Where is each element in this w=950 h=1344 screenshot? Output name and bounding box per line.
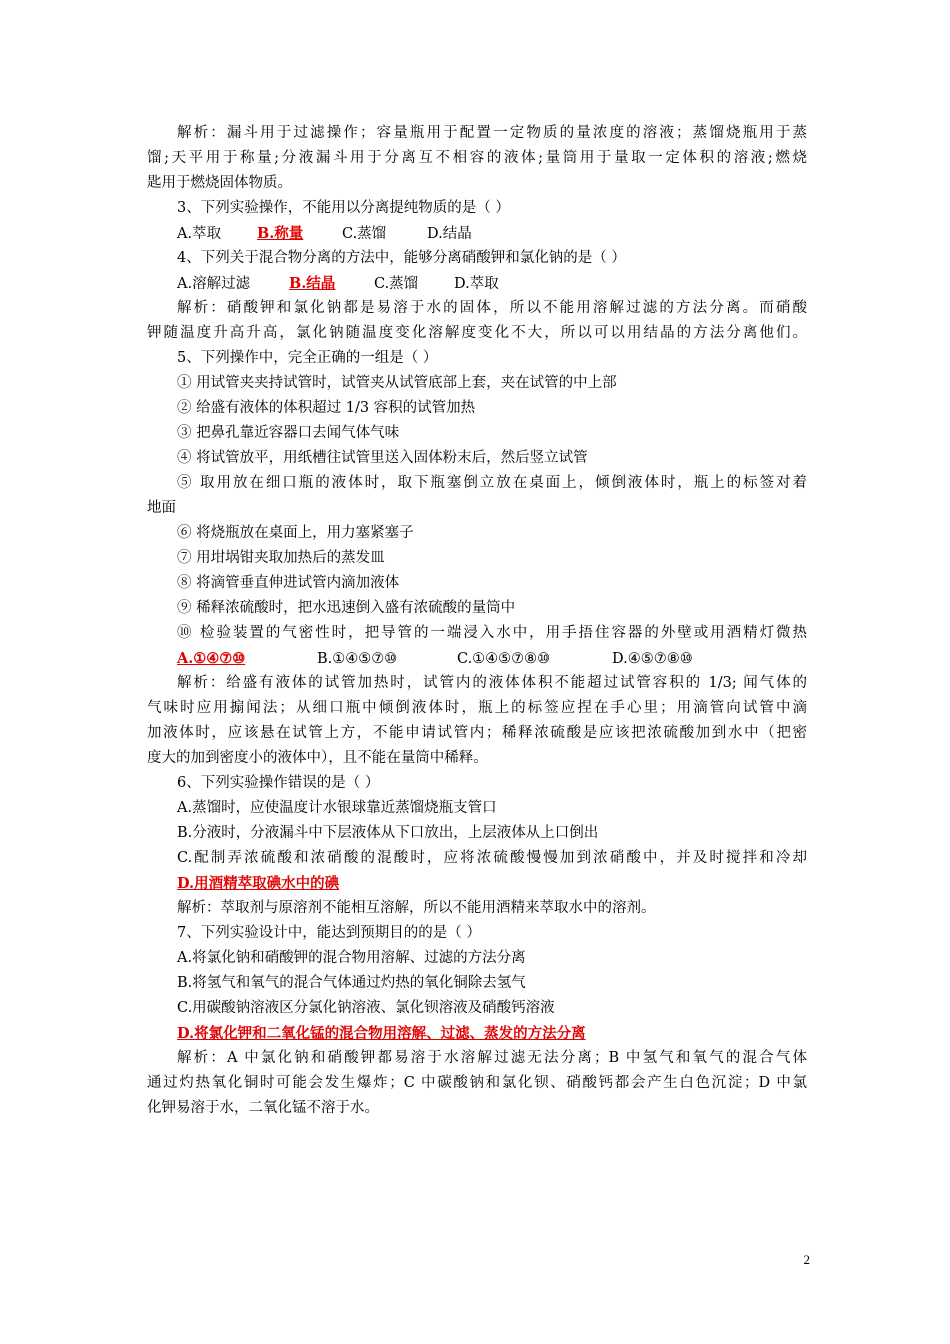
explanation-7-line-1: 解析：A 中氯化钠和硝酸钾都易溶于水溶解过滤无法分离；B 中氢气和氧气的混合气体 [177, 1050, 807, 1066]
statement-2: ② 给盛有液体的体积超过 1/3 容积的试管加热 [177, 400, 476, 416]
question-3-options [147, 221, 807, 246]
question-4: 4、下列关于混合物分离的方法中，能够分离硝酸钾和氯化钠的是（ ） [177, 250, 626, 266]
answer-text: D.将氯化钾和二氧化锰的混合物用溶解、过滤、蒸发的方法分离 [177, 1025, 586, 1042]
statement-8: ⑧ 将滴管垂直伸进试管内滴加液体 [177, 575, 400, 591]
question-7-option-a: A.将氯化钠和硝酸钾的混合物用溶解、过滤的方法分离 [177, 950, 526, 966]
question-6-option-b: B.分液时，分液漏斗中下层液体从下口放出，上层液体从上口倒出 [177, 825, 599, 841]
explanation-5-line-2: 气味时应用搧闻法；从细口瓶中倾倒液体时，瓶上的标签应捏在手心里；用滴管向试管中滴 [147, 700, 807, 716]
question-6-option-a: A.蒸馏时，应使温度计水银球靠近蒸馏烧瓶支管口 [177, 800, 497, 816]
question-7: 7、下列实验设计中，能达到预期目的的是（ ） [177, 925, 481, 941]
document-body [147, 121, 807, 1121]
option-c: C.蒸馏 [342, 226, 387, 242]
option-d: D.结晶 [427, 226, 472, 242]
option-d: D.④⑤⑦⑧⑩ [612, 651, 693, 667]
question-5-options [147, 646, 807, 671]
explanation-2-line-3: 匙用于燃烧固体物质。 [147, 175, 292, 191]
explanation-5-line-3: 加液体时，应该悬在试管上方，不能申请试管内；稀释浓硫酸是应该把浓硫酸加到水中（把密 [147, 725, 807, 741]
explanation-2-line-2: 馏;天平用于称量;分液漏斗用于分离互不相容的液体;量筒用于量取一定体积的溶液;燃烧 [147, 150, 807, 166]
answer-option-b: B.称量 [257, 225, 304, 242]
question-7-option-b: B.将氢气和氧气的混合气体通过灼热的氧化铜除去氢气 [177, 975, 526, 991]
explanation-5-line-4: 度大的加到密度小的液体中），且不能在量筒中稀释。 [147, 750, 488, 766]
statement-5-line-2: 地面 [147, 500, 176, 516]
statement-6: ⑥ 将烧瓶放在桌面上，用力塞紧塞子 [177, 525, 414, 541]
option-d: D.萃取 [454, 276, 499, 292]
explanation-2-line-1: 解析：漏斗用于过滤操作；容量瓶用于配置一定物质的量浓度的溶液；蒸馏烧瓶用于蒸 [177, 125, 807, 141]
option-b: B.①④⑤⑦⑩ [317, 651, 398, 667]
question-6-option-c: C.配制弄浓硫酸和浓硝酸的混酸时，应将浓硫酸慢慢加到浓硝酸中，并及时搅拌和冷却 [177, 850, 807, 866]
option-a: A.萃取 [177, 226, 222, 242]
statement-9: ⑨ 稀释浓硫酸时，把水迅速倒入盛有浓硫酸的量筒中 [177, 600, 516, 616]
option-a: A.溶解过滤 [177, 276, 251, 292]
question-7-answer-option-d [147, 1021, 807, 1046]
statement-1: ① 用试管夹夹持试管时，试管夹从试管底部上套，夹在试管的中上部 [177, 375, 617, 391]
question-7-option-c: C.用碳酸钠溶液区分氯化钠溶液、氯化钡溶液及硝酸钙溶液 [177, 1000, 555, 1016]
explanation-6: 解析：萃取剂与原溶剂不能相互溶解，所以不能用酒精来萃取水中的溶剂。 [177, 900, 656, 916]
explanation-7-line-2: 通过灼热氧化铜时可能会发生爆炸；C 中碳酸钠和氯化钡、硝酸钙都会产生白色沉淀；D 中氯 [147, 1075, 807, 1091]
statement-7: ⑦ 用坩埚钳夹取加热后的蒸发皿 [177, 550, 385, 566]
page-number: 2 [803, 1252, 810, 1267]
answer-option-b: B.结晶 [289, 275, 336, 292]
explanation-4-line-1: 解析：硝酸钾和氯化钠都是易溶于水的固体，所以不能用溶解过滤的方法分离。而硝酸 [177, 300, 807, 316]
question-3: 3、下列实验操作，不能用以分离提纯物质的是（ ） [177, 200, 510, 216]
option-c: C.①④⑤⑦⑧⑩ [457, 651, 551, 667]
statement-10: ⑩ 检验装置的气密性时，把导管的一端浸入水中，用手捂住容器的外壁或用酒精灯微热 [177, 625, 807, 641]
explanation-7-line-3: 化钾易溶于水，二氧化锰不溶于水。 [147, 1100, 379, 1116]
explanation-4-line-2: 钾随温度升高升高，氯化钠随温度变化溶解度变化不大，所以可以用结晶的方法分离他们。 [147, 325, 807, 341]
question-5: 5、下列操作中，完全正确的一组是（ ） [177, 350, 438, 366]
explanation-5-line-1: 解析：给盛有液体的试管加热时，试管内的液体体积不能超过试管容积的 1/3; 闻气体的 [177, 675, 807, 691]
statement-4: ④ 将试管放平，用纸槽往试管里送入固体粉末后，然后竖立试管 [177, 450, 588, 466]
statement-5-line-1: ⑤ 取用放在细口瓶的液体时，取下瓶塞倒立放在桌面上，倾倒液体时，瓶上的标签对着 [177, 475, 807, 491]
answer-option-a: A.①④⑦⑩ [177, 650, 246, 667]
answer-text: D.用酒精萃取碘水中的碘 [177, 875, 340, 892]
question-4-options [147, 271, 807, 296]
question-6: 6、下列实验操作错误的是（ ） [177, 775, 380, 791]
statement-3: ③ 把鼻孔靠近容器口去闻气体气味 [177, 425, 400, 441]
option-c: C.蒸馏 [374, 276, 419, 292]
question-6-answer-option-d [147, 871, 807, 896]
